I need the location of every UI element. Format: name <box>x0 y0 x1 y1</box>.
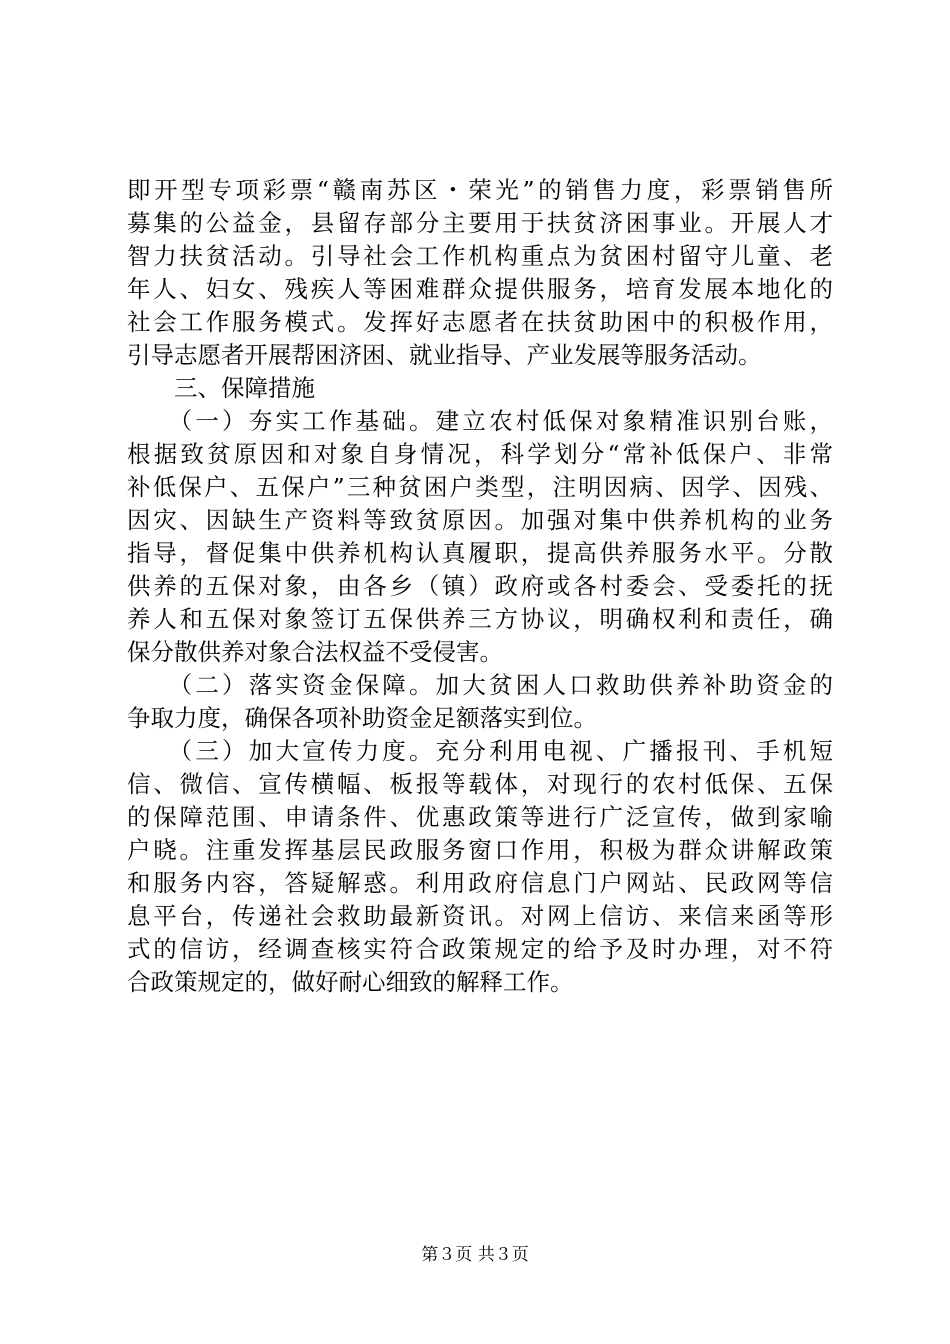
text-line: 社会工作服务模式。发挥好志愿者在扶贫助困中的积极作用， <box>127 308 833 336</box>
text-line: 引导志愿者开展帮困济困、就业指导、产业发展等服务活动。 <box>127 341 762 369</box>
text-line: 和服务内容，答疑解惑。利用政府信息门户网站、民政网等信 <box>127 869 833 897</box>
text-line: （一）夯实工作基础。建立农村低保对象精准识别台账， <box>127 407 833 435</box>
text-line: 养人和五保对象签订五保供养三方协议，明确权利和责任，确 <box>127 605 833 633</box>
text-line: 合政策规定的，做好耐心细致的解释工作。 <box>127 968 574 996</box>
text-line: 指导，督促集中供养机构认真履职，提高供养服务水平。分散 <box>127 539 833 567</box>
section-heading: 三、保障措施 <box>127 374 315 402</box>
text-line: 补低保户、五保户”三种贫困户类型，注明因病、因学、因残、 <box>127 473 833 501</box>
text-line: 智力扶贫活动。引导社会工作机构重点为贫困村留守儿童、老 <box>127 242 833 270</box>
text-line: 供养的五保对象，由各乡（镇）政府或各村委会、受委托的抚 <box>127 572 833 600</box>
text-line: 根据致贫原因和对象自身情况，科学划分“常补低保户、非常 <box>127 440 833 468</box>
text-line: 户晓。注重发挥基层民政服务窗口作用，积极为群众讲解政策 <box>127 836 833 864</box>
body-text <box>127 174 833 999</box>
text-line: 即开型专项彩票“赣南苏区・荣光”的销售力度，彩票销售所 <box>127 176 833 204</box>
text-line: 式的信访，经调查核实符合政策规定的给予及时办理，对不符 <box>127 935 833 963</box>
text-line: 保分散供养对象合法权益不受侵害。 <box>127 638 503 666</box>
text-line: 争取力度，确保各项补助资金足额落实到位。 <box>127 704 597 732</box>
text-line: （二）落实资金保障。加大贫困人口救助供养补助资金的 <box>127 671 833 699</box>
text-line: （三）加大宣传力度。充分利用电视、广播报刊、手机短 <box>127 737 833 765</box>
text-line: 因灾、因缺生产资料等致贫原因。加强对集中供养机构的业务 <box>127 506 833 534</box>
text-line: 信、微信、宣传横幅、板报等载体，对现行的农村低保、五保 <box>127 770 833 798</box>
text-line: 募集的公益金，县留存部分主要用于扶贫济困事业。开展人才 <box>127 209 833 237</box>
page-footer: 第３页 共３页 <box>421 1245 529 1265</box>
text-line: 息平台，传递社会救助最新资讯。对网上信访、来信来函等形 <box>127 902 833 930</box>
text-line: 的保障范围、申请条件、优惠政策等进行广泛宣传，做到家喻 <box>127 803 833 831</box>
text-line: 年人、妇女、残疾人等困难群众提供服务，培育发展本地化的 <box>127 275 833 303</box>
